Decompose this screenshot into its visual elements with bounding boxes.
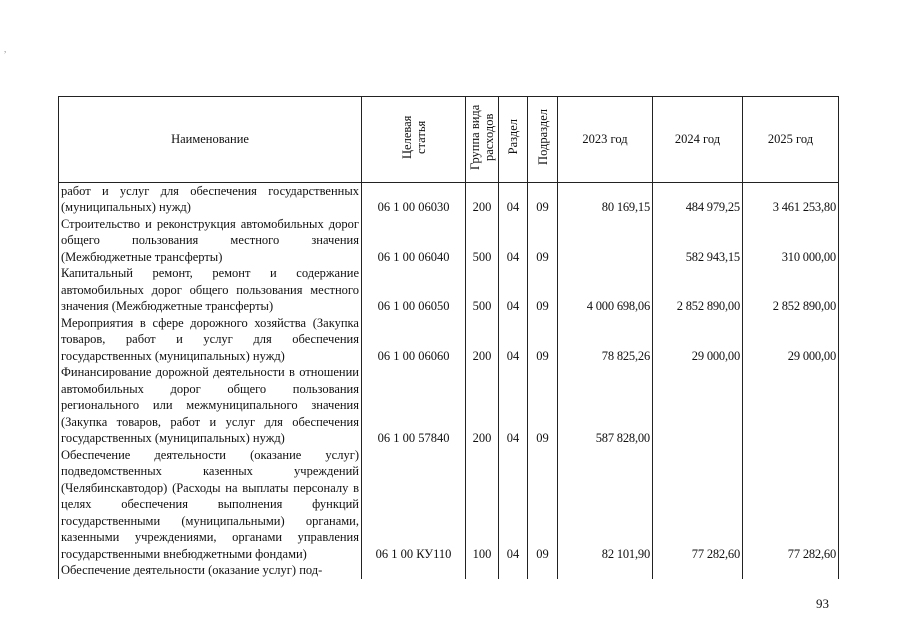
- row-subsection: 09: [528, 182, 558, 216]
- row-name: Обеспечение деятельности (оказание услуг) под-: [59, 562, 362, 579]
- row-2024: [653, 562, 743, 579]
- row-subsection: 09: [528, 364, 558, 447]
- header-target-article: Целевая статья: [362, 97, 466, 183]
- header-name: Наименование: [59, 97, 362, 183]
- row-2024: 29 000,00: [653, 315, 743, 365]
- row-2025: [743, 364, 839, 447]
- table-header-row: [59, 97, 839, 183]
- row-subsection: [528, 562, 558, 579]
- row-subsection: 09: [528, 447, 558, 563]
- row-2024: 77 282,60: [653, 447, 743, 563]
- row-2025: 77 282,60: [743, 447, 839, 563]
- row-code: 06 1 00 06050: [362, 265, 466, 315]
- row-2025: 3 461 253,80: [743, 182, 839, 216]
- row-code: 06 1 00 06060: [362, 315, 466, 365]
- row-2023: 82 101,90: [558, 447, 653, 563]
- row-2023: [558, 216, 653, 266]
- row-2023: 4 000 698,06: [558, 265, 653, 315]
- row-2024: 484 979,25: [653, 182, 743, 216]
- page-number: 93: [816, 596, 829, 611]
- header-expense-group: Группа вида расходов: [466, 97, 499, 183]
- row-code: 06 1 00 06040: [362, 216, 466, 266]
- row-group: 200: [466, 315, 499, 365]
- row-section: 04: [499, 315, 528, 365]
- scan-mark: ,: [4, 44, 7, 54]
- row-group: [466, 562, 499, 579]
- row-2024: 582 943,15: [653, 216, 743, 266]
- row-group: 100: [466, 447, 499, 563]
- row-2023: 80 169,15: [558, 182, 653, 216]
- row-2025: 310 000,00: [743, 216, 839, 266]
- table-row: [59, 364, 839, 447]
- row-subsection: 09: [528, 216, 558, 266]
- row-group: 500: [466, 265, 499, 315]
- row-name: работ и услуг для обеспечения государственных (муниципальных) нужд): [59, 182, 362, 216]
- row-2023: [558, 562, 653, 579]
- row-name: Строительство и реконструкция автомобильных дорог общего пользования местного значения (Межбюджетные трансферты): [59, 216, 362, 266]
- row-section: 04: [499, 216, 528, 266]
- row-section: 04: [499, 182, 528, 216]
- table-row: [59, 265, 839, 315]
- table-row: [59, 447, 839, 563]
- budget-table: [58, 96, 839, 579]
- row-name: Мероприятия в сфере дорожного хозяйства (Закупка товаров, работ и услуг для обеспечения государственных (муниципальных) нужд): [59, 315, 362, 365]
- row-section: [499, 562, 528, 579]
- row-section: 04: [499, 364, 528, 447]
- table-row: [59, 562, 839, 579]
- row-code: 06 1 00 КУ110: [362, 447, 466, 563]
- row-section: 04: [499, 447, 528, 563]
- row-2023: 78 825,26: [558, 315, 653, 365]
- header-subsection: Подраздел: [528, 97, 558, 183]
- row-name: Обеспечение деятельности (оказание услуг) подведомственных казенных учреждений (Челябинскавтодор) (Расходы на выплаты персоналу в целях обеспечения выполнения функций государственными (муниципальными) органами, казенными учреждениями, органами управления государственными внебюджетными фондами): [59, 447, 362, 563]
- row-2024: [653, 364, 743, 447]
- row-code: [362, 562, 466, 579]
- header-year-2025: 2025 год: [743, 97, 839, 183]
- header-year-2023: 2023 год: [558, 97, 653, 183]
- header-year-2024: 2024 год: [653, 97, 743, 183]
- row-group: 200: [466, 182, 499, 216]
- table-row: [59, 182, 839, 216]
- table-row: [59, 315, 839, 365]
- row-2023: 587 828,00: [558, 364, 653, 447]
- row-group: 500: [466, 216, 499, 266]
- row-name: Капитальный ремонт, ремонт и содержание автомобильных дорог общего пользования местного значения (Межбюджетные трансферты): [59, 265, 362, 315]
- row-2025: [743, 562, 839, 579]
- row-2024: 2 852 890,00: [653, 265, 743, 315]
- row-section: 04: [499, 265, 528, 315]
- row-subsection: 09: [528, 315, 558, 365]
- row-group: 200: [466, 364, 499, 447]
- table-row: [59, 216, 839, 266]
- row-name: Финансирование дорожной деятельности в отношении автомобильных дорог общего пользования регионального или межмуниципального значения (Закупка товаров, работ и услуг для обеспечения государственных (муниципальных) нужд): [59, 364, 362, 447]
- row-code: 06 1 00 57840: [362, 364, 466, 447]
- row-2025: 29 000,00: [743, 315, 839, 365]
- header-section: Раздел: [499, 97, 528, 183]
- row-subsection: 09: [528, 265, 558, 315]
- row-2025: 2 852 890,00: [743, 265, 839, 315]
- row-code: 06 1 00 06030: [362, 182, 466, 216]
